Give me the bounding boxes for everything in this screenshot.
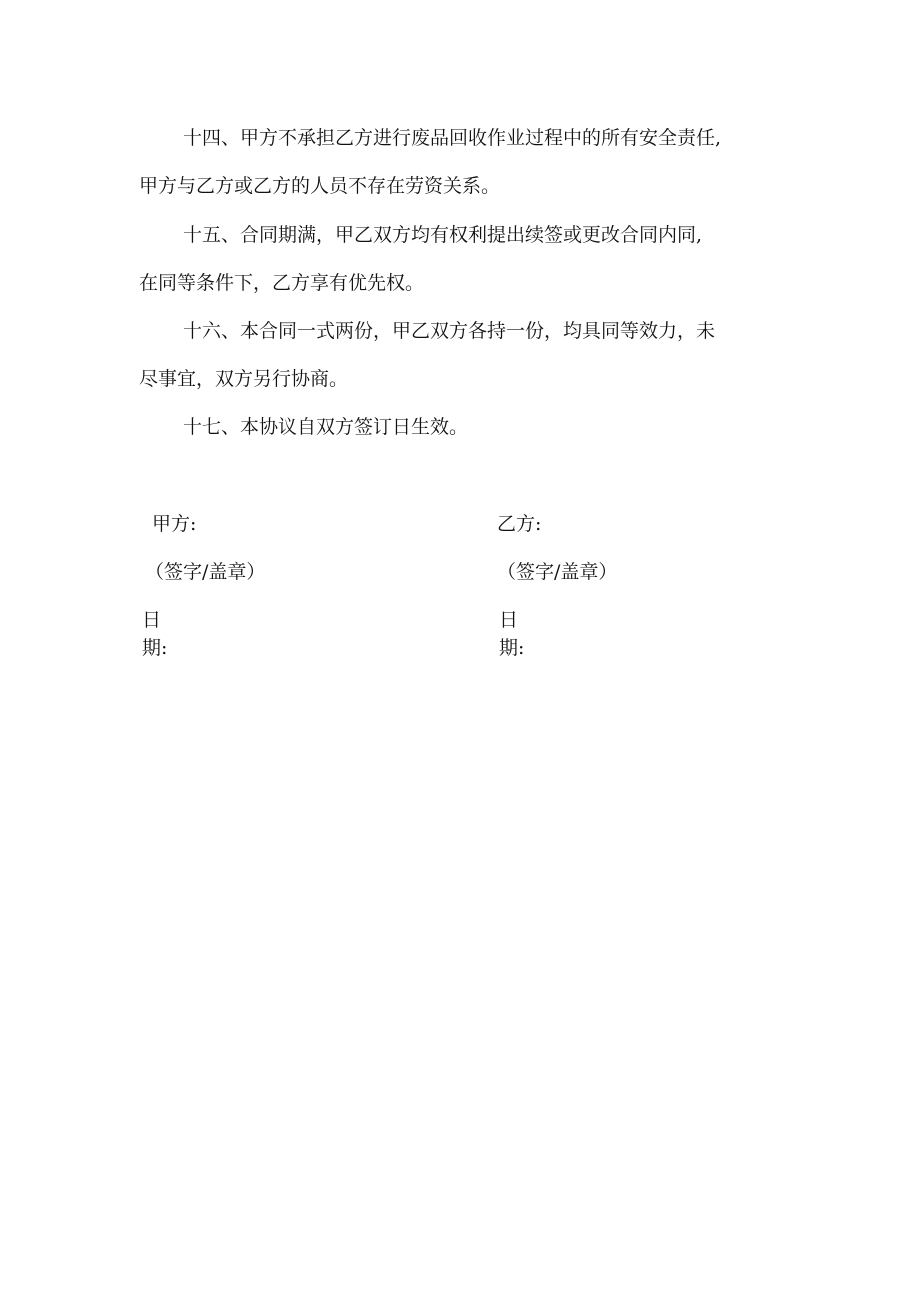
party-b-sign-note: （签字/盖章） [497,561,618,583]
clause-15-line-2: 在同等条件下，乙方享有优先权。 [139,272,425,294]
clause-14-line-2: 甲方与乙方或乙方的人员不存在劳资关系。 [139,175,501,197]
clause-14-line-1: 十四、甲方不承担乙方进行废品回收作业过程中的所有安全责任, [183,127,722,149]
party-a-label: 甲方: [152,513,197,535]
party-b-date-label-1: 日 [499,609,519,631]
party-b-date-label-2: 期: [499,637,525,659]
clause-16-line-1: 十六、本合同一式两份，甲乙双方各持一份，均具同等效力，未 [183,320,716,342]
party-b-label: 乙方: [497,513,542,535]
clause-15-line-1: 十五、合同期满，甲乙双方均有权利提出续签或更改合同内同, [183,224,703,246]
party-a-date-label-2: 期: [142,637,168,659]
party-a-date-label-1: 日 [142,609,162,631]
party-a-sign-note: （签字/盖章） [145,561,266,583]
clause-16-line-2: 尽事宜，双方另行协商。 [139,368,349,390]
clause-17-line-1: 十七、本协议自双方签订日生效。 [183,416,469,438]
